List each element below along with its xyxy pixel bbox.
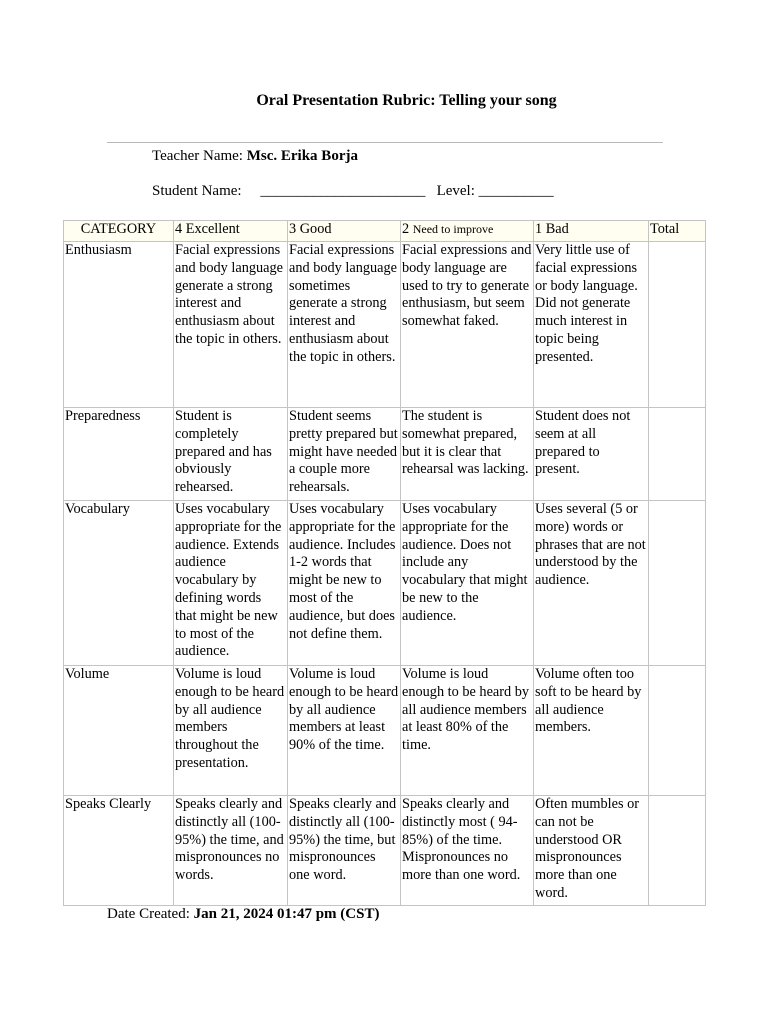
row-category: Preparedness xyxy=(64,408,174,501)
rubric-table xyxy=(63,220,706,906)
header-good xyxy=(288,221,401,242)
date-created-line xyxy=(107,906,379,923)
row-category: Speaks Clearly xyxy=(64,796,174,906)
table-header-row xyxy=(64,221,706,242)
cell-good: Student seems pretty prepared but might have needed a couple more rehearsals. xyxy=(288,408,401,501)
cell-need-to-improve: Speaks clearly and distinctly most ( 94-85%) of the time. Mispronounces no more than one word. xyxy=(401,796,534,906)
teacher-name-value: Msc. Erika Borja xyxy=(246,148,358,164)
cell-bad: Uses several (5 or more) words or phrases that are not understood by the audience. xyxy=(534,501,649,666)
header-improve-label: Need to improve xyxy=(412,222,494,236)
cell-need-to-improve: Uses vocabulary appropriate for the audience. Does not include any vocabulary that might be new to the audience. xyxy=(401,501,534,666)
row-category: Volume xyxy=(64,666,174,796)
cell-bad: Student does not seem at all prepared to present. xyxy=(534,408,649,501)
table-row xyxy=(64,796,706,906)
row-category: Enthusiasm xyxy=(64,242,174,408)
cell-excellent: Speaks clearly and distinctly all (100-95%) the time, and mispronounces no words. xyxy=(174,796,288,906)
header-total: Total xyxy=(649,221,706,242)
header-good-label: Good xyxy=(299,221,332,237)
cell-total xyxy=(649,408,706,501)
header-category: CATEGORY xyxy=(64,221,174,242)
date-created-value: Jan 21, 2024 01:47 pm (CST) xyxy=(193,906,380,922)
header-improve-num: 2 xyxy=(402,221,410,237)
cell-total xyxy=(649,242,706,408)
teacher-name-line xyxy=(152,148,358,165)
cell-excellent: Facial expressions and body language generate a strong interest and enthusiasm about the topic in others. xyxy=(174,242,288,408)
header-need-to-improve xyxy=(401,221,534,242)
student-name-label: Student Name: xyxy=(152,183,242,199)
header-bad-num: 1 xyxy=(535,221,543,237)
cell-good: Facial expressions and body language sometimes generate a strong interest and enthusiasm about the topic in others. xyxy=(288,242,401,408)
header-bad xyxy=(534,221,649,242)
table-row xyxy=(64,242,706,408)
header-excellent-label: Excellent xyxy=(185,221,240,237)
cell-good: Volume is loud enough to be heard by all audience members at least 90% of the time. xyxy=(288,666,401,796)
level-blank: __________ xyxy=(478,183,554,199)
table-row xyxy=(64,666,706,796)
cell-total xyxy=(649,796,706,906)
table-row xyxy=(64,501,706,666)
row-category: Vocabulary xyxy=(64,501,174,666)
cell-bad: Volume often too soft to be heard by all audience members. xyxy=(534,666,649,796)
cell-need-to-improve: The student is somewhat prepared, but it is clear that rehearsal was lacking. xyxy=(401,408,534,501)
level-label: Level: xyxy=(436,183,475,199)
cell-good: Speaks clearly and distinctly all (100-95%) the time, but mispronounces one word. xyxy=(288,796,401,906)
header-excellent xyxy=(174,221,288,242)
divider xyxy=(107,142,663,143)
page-title: Oral Presentation Rubric: Telling your song xyxy=(256,92,557,109)
table-row xyxy=(64,408,706,501)
header-excellent-num: 4 xyxy=(175,221,183,237)
cell-need-to-improve: Volume is loud enough to be heard by all audience members at least 80% of the time. xyxy=(401,666,534,796)
cell-excellent: Student is completely prepared and has obviously rehearsed. xyxy=(174,408,288,501)
teacher-name-label: Teacher Name: xyxy=(152,148,243,164)
header-good-num: 3 xyxy=(289,221,297,237)
cell-excellent: Volume is loud enough to be heard by all audience members throughout the presentation. xyxy=(174,666,288,796)
cell-total xyxy=(649,666,706,796)
cell-bad: Often mumbles or can not be understood OR mispronounces more than one word. xyxy=(534,796,649,906)
cell-excellent: Uses vocabulary appropriate for the audience. Extends audience vocabulary by defining words that might be new to most of the audience. xyxy=(174,501,288,666)
date-created-label: Date Created: xyxy=(107,906,190,922)
header-bad-label: Bad xyxy=(545,221,569,237)
cell-total xyxy=(649,501,706,666)
cell-bad: Very little use of facial expressions or body language. Did not generate much interest in topic being presented. xyxy=(534,242,649,408)
student-name-blank: ______________________ xyxy=(260,183,426,199)
cell-good: Uses vocabulary appropriate for the audience. Includes 1-2 words that might be new to most of the audience, but does not define them. xyxy=(288,501,401,666)
cell-need-to-improve: Facial expressions and body language are used to try to generate enthusiasm, but seem somewhat faked. xyxy=(401,242,534,408)
student-name-line xyxy=(152,183,554,200)
